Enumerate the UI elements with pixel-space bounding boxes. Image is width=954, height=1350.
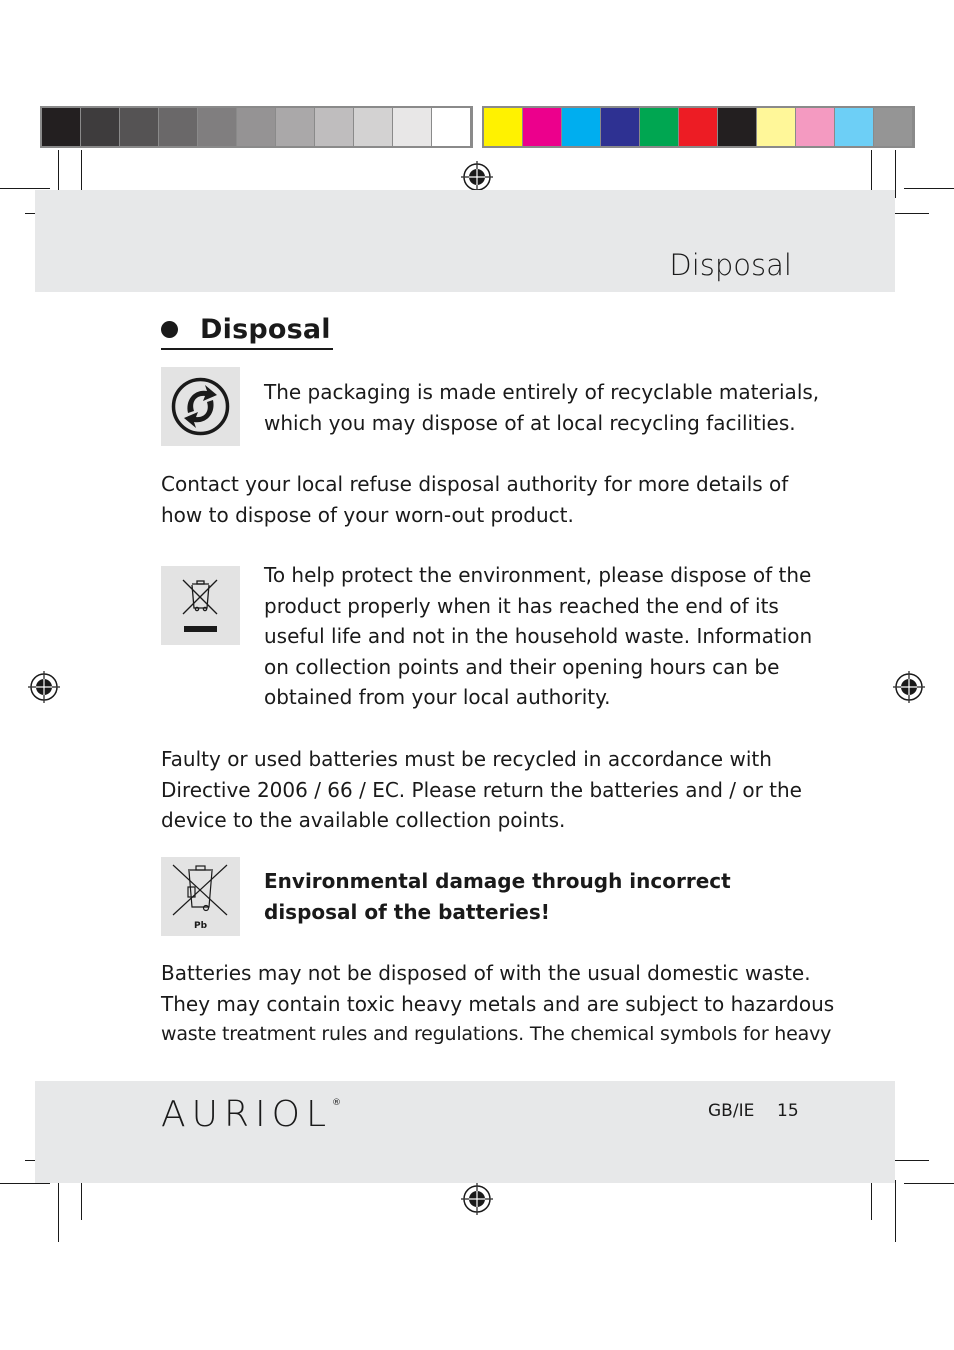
- color-swatch: [640, 108, 679, 146]
- battery-bin-pb-icon: [161, 857, 240, 936]
- environment-text: [264, 560, 812, 713]
- green-dot-recycling-icon: [161, 367, 240, 446]
- registration-mark-icon: [461, 161, 493, 193]
- registered-mark: ®: [332, 1098, 341, 1108]
- text-line: useful life and not in the household waste. Information: [264, 624, 813, 648]
- text-line: product properly when it has reached the end of its: [264, 593, 779, 618]
- text-line: Faulty or used batteries must be recycled in accordance with: [161, 747, 772, 771]
- packaging-text: [264, 377, 819, 438]
- text-line: Contact your local refuse disposal authority for more details of: [161, 472, 789, 496]
- crop-mark: [0, 1183, 50, 1184]
- text-line: waste treatment rules and regulations. The chemical symbols for heavy: [161, 1023, 832, 1045]
- color-swatch: [237, 108, 276, 146]
- color-swatch: [198, 108, 237, 146]
- color-swatch: [718, 108, 757, 146]
- color-swatch: [159, 108, 198, 146]
- registration-mark-icon: [28, 671, 60, 703]
- bullet-icon: [161, 321, 178, 338]
- battery-icon-box: [161, 857, 240, 936]
- crop-mark: [889, 213, 929, 214]
- text-line: on collection points and their opening hours can be: [264, 654, 780, 679]
- color-swatch: [315, 108, 354, 146]
- locale-label: GB/IE: [708, 1101, 755, 1121]
- color-swatch: [354, 108, 393, 146]
- color-swatch: [484, 108, 523, 146]
- color-swatch: [796, 108, 835, 146]
- page-number: 15: [777, 1101, 799, 1121]
- text-line: To help protect the environment, please dispose of the: [264, 563, 812, 587]
- contact-text: [161, 469, 788, 530]
- registration-mark-icon: [461, 1183, 493, 1215]
- color-swatch: [679, 108, 718, 146]
- text-line: Directive 2006 / 66 / EC. Please return the batteries and / or the: [161, 777, 802, 802]
- color-swatch: [393, 108, 432, 146]
- text-line: The packaging is made entirely of recyclable materials,: [264, 380, 820, 404]
- crop-mark: [904, 1183, 954, 1184]
- color-calibration-strip: [482, 106, 915, 148]
- packaging-icon-box: [161, 367, 240, 446]
- text-line: which you may dispose of at local recycling facilities.: [264, 410, 796, 435]
- text-line: They may contain toxic heavy metals and are subject to hazardous: [161, 991, 835, 1016]
- crop-mark: [871, 1180, 872, 1220]
- environment-icon-box: [161, 566, 240, 645]
- color-swatch: [42, 108, 81, 146]
- warning-text: [264, 866, 731, 927]
- color-swatch: [120, 108, 159, 146]
- color-swatch: [276, 108, 315, 146]
- crop-mark: [895, 150, 896, 198]
- text-line: device to the available collection points.: [161, 808, 566, 832]
- color-swatch: [757, 108, 796, 146]
- color-swatch: [835, 108, 874, 146]
- color-swatch: [562, 108, 601, 146]
- toxic-text: [161, 958, 834, 1050]
- crop-mark: [0, 188, 50, 189]
- crop-mark: [904, 188, 954, 189]
- running-title: Disposal: [669, 248, 792, 282]
- crop-mark: [81, 1180, 82, 1220]
- color-swatch: [874, 108, 913, 146]
- text-line: Batteries may not be disposed of with the usual domestic waste.: [161, 961, 811, 985]
- crop-mark: [895, 1180, 896, 1242]
- text-line: disposal of the batteries!: [264, 899, 550, 924]
- text-line: obtained from your local authority.: [264, 685, 611, 709]
- section-heading: [161, 310, 333, 350]
- crop-mark: [889, 1160, 929, 1161]
- color-swatch: [81, 108, 120, 146]
- color-swatch: [523, 108, 562, 146]
- color-swatch: [601, 108, 640, 146]
- registration-mark-icon: [893, 671, 925, 703]
- text-line: Environmental damage through incorrect: [264, 869, 731, 893]
- gray-calibration-strip: [40, 106, 473, 148]
- section-title: Disposal: [200, 313, 331, 345]
- text-line: how to dispose of your worn-out product.: [161, 502, 574, 527]
- brand-logo: [161, 1092, 341, 1138]
- crop-mark: [58, 1180, 59, 1242]
- crossed-bin-icon: [161, 566, 240, 645]
- brand-name: AURIOL: [161, 1094, 332, 1135]
- batteries-directive-text: [161, 744, 802, 836]
- pb-label: Pb: [193, 921, 208, 931]
- color-swatch: [432, 108, 471, 146]
